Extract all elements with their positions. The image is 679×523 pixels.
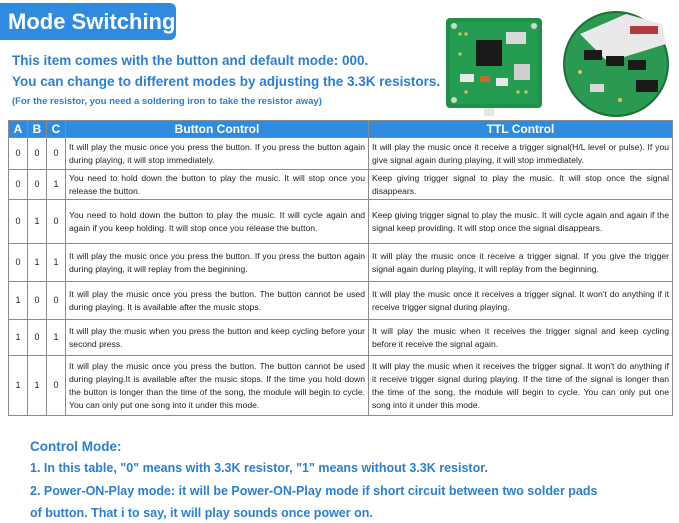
col-header-c: C <box>47 121 66 138</box>
table-row <box>9 356 673 416</box>
cell-button-control: You need to hold down the button to play the music. It will stop once you release the button. <box>66 170 369 200</box>
cell-c: 1 <box>47 170 66 200</box>
cell-c: 1 <box>47 244 66 282</box>
cell-button-control: It will play the music when you press the button and keep cycling before your second press. <box>66 320 369 356</box>
col-header-button-control: Button Control <box>66 121 369 138</box>
cell-c: 0 <box>47 356 66 416</box>
table-row <box>9 244 673 282</box>
cell-ttl-control: Keep giving trigger signal to play the music. It will cycle again and again if the signal keep providing. It will stop once the signal disappears. <box>369 200 673 244</box>
cell-ttl-control: It will play the music when it receives the trigger signal and keep cycling before it receive the signal again. <box>369 320 673 356</box>
intro-change-modes: You can change to different modes by adjusting the 3.3K resistors. <box>12 74 441 89</box>
table-row <box>9 170 673 200</box>
cell-a: 0 <box>9 244 28 282</box>
cell-a: 0 <box>9 138 28 170</box>
cell-b: 0 <box>28 170 47 200</box>
cell-c: 0 <box>47 282 66 320</box>
cell-c: 1 <box>47 320 66 356</box>
cell-b: 0 <box>28 320 47 356</box>
table-row <box>9 200 673 244</box>
cell-a: 0 <box>9 170 28 200</box>
cell-b: 1 <box>28 200 47 244</box>
cell-b: 1 <box>28 356 47 416</box>
col-header-a: A <box>9 121 28 138</box>
table-row <box>9 320 673 356</box>
page-title: Mode Switching <box>0 3 176 40</box>
col-header-b: B <box>28 121 47 138</box>
cell-c: 0 <box>47 200 66 244</box>
cell-button-control: It will play the music once you press the button. The button cannot be used during playing. It is available after the music stops. <box>66 282 369 320</box>
cell-ttl-control: It will play the music once it receive a trigger signal. If you give the trigger signal again during playing, it will replay from the beginning. <box>369 244 673 282</box>
control-mode-note-2-cont: of button. That i to say, it will play sounds once power on. <box>30 506 373 520</box>
cell-a: 0 <box>9 200 28 244</box>
table-header-row <box>9 121 673 138</box>
control-mode-title: Control Mode: <box>30 439 122 454</box>
control-mode-note-1: 1. In this table, "0" means with 3.3K resistor, "1" means without 3.3K resistor. <box>30 461 488 475</box>
control-mode-note-2: 2. Power-ON-Play mode: it will be Power-ON-Play mode if short circuit between two solder pads <box>30 484 598 498</box>
cell-button-control: It will play the music once you press the button. The button cannot be used during playing.It is available after the music stops. If the time you hold down the button is longer than the time of the song, the module will begin to cycle. You can only put one song into it under this mode. <box>66 356 369 416</box>
cell-a: 1 <box>9 356 28 416</box>
col-header-ttl-control: TTL Control <box>369 121 673 138</box>
cell-ttl-control: It will play the music once it receives a trigger signal. It won't do anything if it receive trigger signal during playing. <box>369 282 673 320</box>
cell-button-control: You need to hold down the button to play the music. It will cycle again and again if you keep holding. It will stop once you release the button. <box>66 200 369 244</box>
cell-ttl-control: It will play the music when it receives the trigger signal. It won't do anything if it receive trigger signal during playing. If the time of the signal is longer than the time of the song, the module will begin to cycle. You can only put one song into it under this mode. <box>369 356 673 416</box>
cell-ttl-control: It will play the music once it receive a trigger signal(H/L level or pulse). If you give signal again during playing, it will stop immediately. <box>369 138 673 170</box>
pcb-module-photo <box>430 4 676 118</box>
intro-soldering-note: (For the resistor, you need a soldering iron to take the resistor away) <box>12 96 322 107</box>
cell-b: 1 <box>28 244 47 282</box>
mode-table <box>8 120 673 416</box>
cell-ttl-control: Keep giving trigger signal to play the music. It will stop once the signal disappears. <box>369 170 673 200</box>
cell-a: 1 <box>9 282 28 320</box>
cell-c: 0 <box>47 138 66 170</box>
table-row <box>9 138 673 170</box>
cell-b: 0 <box>28 138 47 170</box>
cell-b: 0 <box>28 282 47 320</box>
cell-button-control: It will play the music once you press the button. If you press the button again during playing, it will replay from the beginning. <box>66 244 369 282</box>
cell-button-control: It will play the music once you press the button. If you press the button again during playing, it will stop immediately. <box>66 138 369 170</box>
table-row <box>9 282 673 320</box>
cell-a: 1 <box>9 320 28 356</box>
intro-default-mode: This item comes with the button and default mode: 000. <box>12 53 369 68</box>
